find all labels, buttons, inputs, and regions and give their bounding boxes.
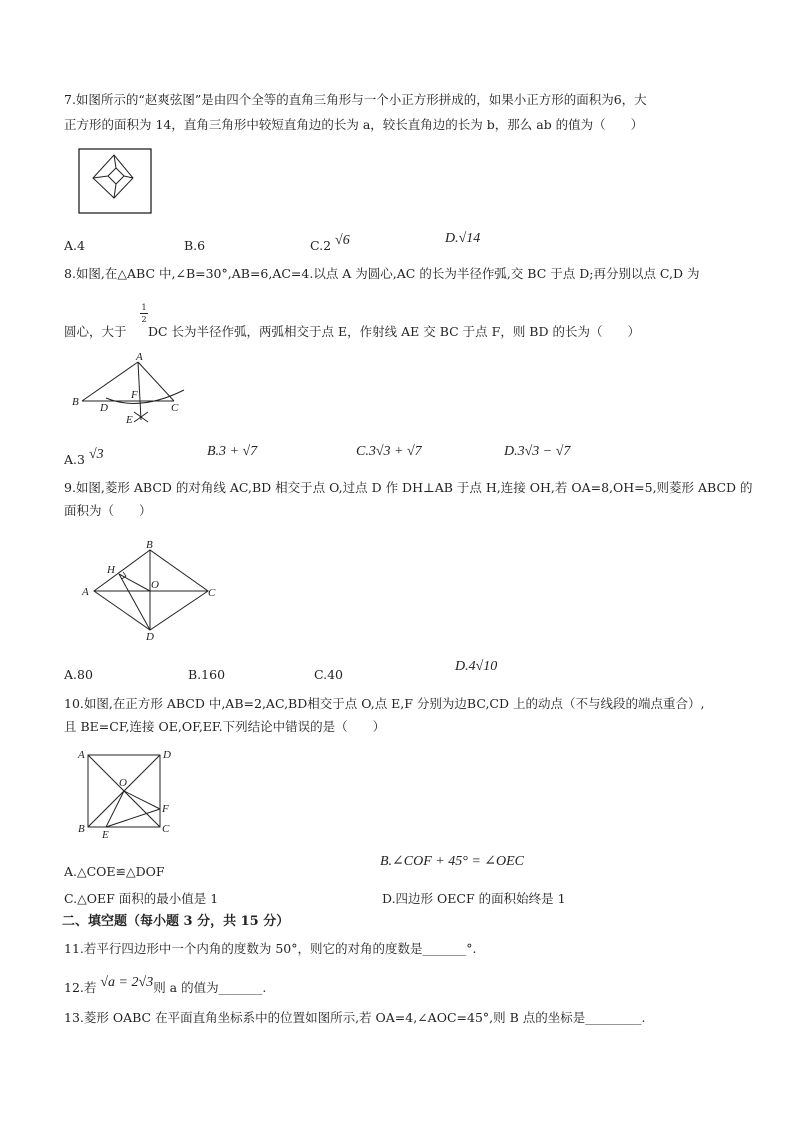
q10-option-a: A.△COE≌△DOF	[64, 864, 165, 879]
q9-label-o: O	[151, 579, 159, 591]
q10-label-a: A	[78, 749, 85, 761]
q11-text: 11.若平行四边形中一个内角的度数为 50°，则它的对角的度数是_______°.	[64, 941, 477, 956]
q8-option-a	[64, 447, 104, 469]
q8-label-b: B	[72, 396, 79, 408]
q13-text: 13.菱形 OABC 在平面直角坐标系中的位置如图所示,若 OA=4,∠AOC=45°,则 B 点的坐标是_________.	[64, 1010, 646, 1025]
q8-option-c: C.3√3 + √7	[356, 444, 422, 459]
q7-zhao-shuang-figure	[78, 148, 152, 214]
q9-label-b: B	[146, 539, 153, 551]
q10-label-c: C	[162, 823, 170, 835]
q10-square-figure	[76, 748, 176, 840]
q7-option-c-sqrt: √6	[335, 233, 350, 248]
q8-line2-pre: 圆心，大于	[64, 324, 127, 339]
q10-option-d: D.四边形 OECF 的面积始终是 1	[382, 891, 566, 906]
q10-line2: 且 BE=CF,连接 OE,OF,EF.下列结论中错误的是（ ）	[64, 719, 386, 734]
q9-label-d: D	[146, 631, 154, 643]
q10-label-e: E	[102, 829, 109, 841]
q7-line1: 7.如图所示的“赵爽弦图”是由四个全等的直角三角形与一个小正方形拼成的，如果小正方形的面积为6，大	[64, 92, 647, 107]
q8-option-a-sqrt: √3	[88, 447, 104, 462]
q9-option-d: D.4√10	[455, 659, 498, 674]
q12-text	[64, 975, 267, 997]
q9-line2: 面积为（ ）	[64, 503, 152, 518]
q9-label-a: A	[82, 586, 89, 598]
q12-suffix: 则 a 的值为_______.	[153, 980, 267, 995]
q9-option-c: C.40	[314, 667, 343, 682]
q12-prefix: 12.若	[64, 980, 97, 995]
q7-option-c-prefix: C.2	[310, 238, 332, 253]
q8-line1: 8.如图,在△ABC 中,∠B=30°,AB=6,AC=4.以点 A 为圆心,AC 的长为半径作弧,交 BC 于点 D;再分别以点 C,D 为	[64, 266, 700, 281]
q8-frac-num: 1	[141, 303, 147, 312]
q10-label-b: B	[78, 823, 85, 835]
q7-option-b: B.6	[184, 238, 206, 253]
q9-label-h: H	[107, 564, 115, 576]
q8-triangle-figure	[70, 352, 190, 427]
q8-label-f: F	[131, 389, 138, 401]
q9-rhombus-figure	[82, 538, 222, 643]
section-heading: 二、填空题（每小题 3 分，共 15 分）	[62, 914, 290, 929]
q10-label-o: O	[119, 777, 127, 789]
q10-line1: 10.如图,在正方形 ABCD 中,AB=2,AC,BD相交于点 O,点 E,F 分别为边BC,CD 上的动点（不与线段的端点重合）,	[64, 696, 705, 711]
q8-option-a-prefix: A.3	[64, 452, 85, 467]
q8-label-a: A	[136, 351, 143, 363]
q7-line2: 正方形的面积为 14，直角三角形中较短直角边的长为 a，较长直角边的长为 b，那么 ab 的值为（ ）	[64, 117, 644, 132]
q8-frac-den: 2	[141, 315, 147, 324]
q10-option-b: B.∠COF + 45° = ∠OEC	[380, 854, 525, 869]
q7-option-a: A.4	[64, 238, 85, 253]
q9-line1: 9.如图,菱形 ABCD 的对角线 AC,BD 相交于点 O,过点 D 作 DH⊥AB 于点 H,连接 OH,若 OA=8,OH=5,则菱形 ABCD 的	[64, 480, 753, 495]
q8-line2-post: DC 长为半径作弧，两弧相交于点 E，作射线 AE 交 BC 于点 F，则 BD 的长为（ ）	[148, 324, 640, 339]
q10-label-f: F	[162, 803, 169, 815]
q10-option-c: C.△OEF 面积的最小值是 1	[64, 891, 219, 906]
q7-option-d: D.√14	[445, 231, 481, 246]
q7-small-square	[108, 168, 124, 184]
q8-label-e: E	[126, 414, 133, 426]
q9-label-c: C	[208, 587, 216, 599]
q10-label-d: D	[163, 749, 171, 761]
q9-option-a: A.80	[64, 667, 93, 682]
q12-math: √a = 2√3	[100, 975, 154, 990]
q8-option-d: D.3√3 − √7	[504, 444, 571, 459]
q8-label-c: C	[171, 402, 179, 414]
q8-label-d: D	[100, 402, 108, 414]
q8-option-b: B.3 + √7	[207, 444, 258, 459]
q9-option-b: B.160	[188, 667, 226, 682]
q7-option-c	[310, 233, 350, 255]
q8-frac-bar	[140, 313, 148, 314]
